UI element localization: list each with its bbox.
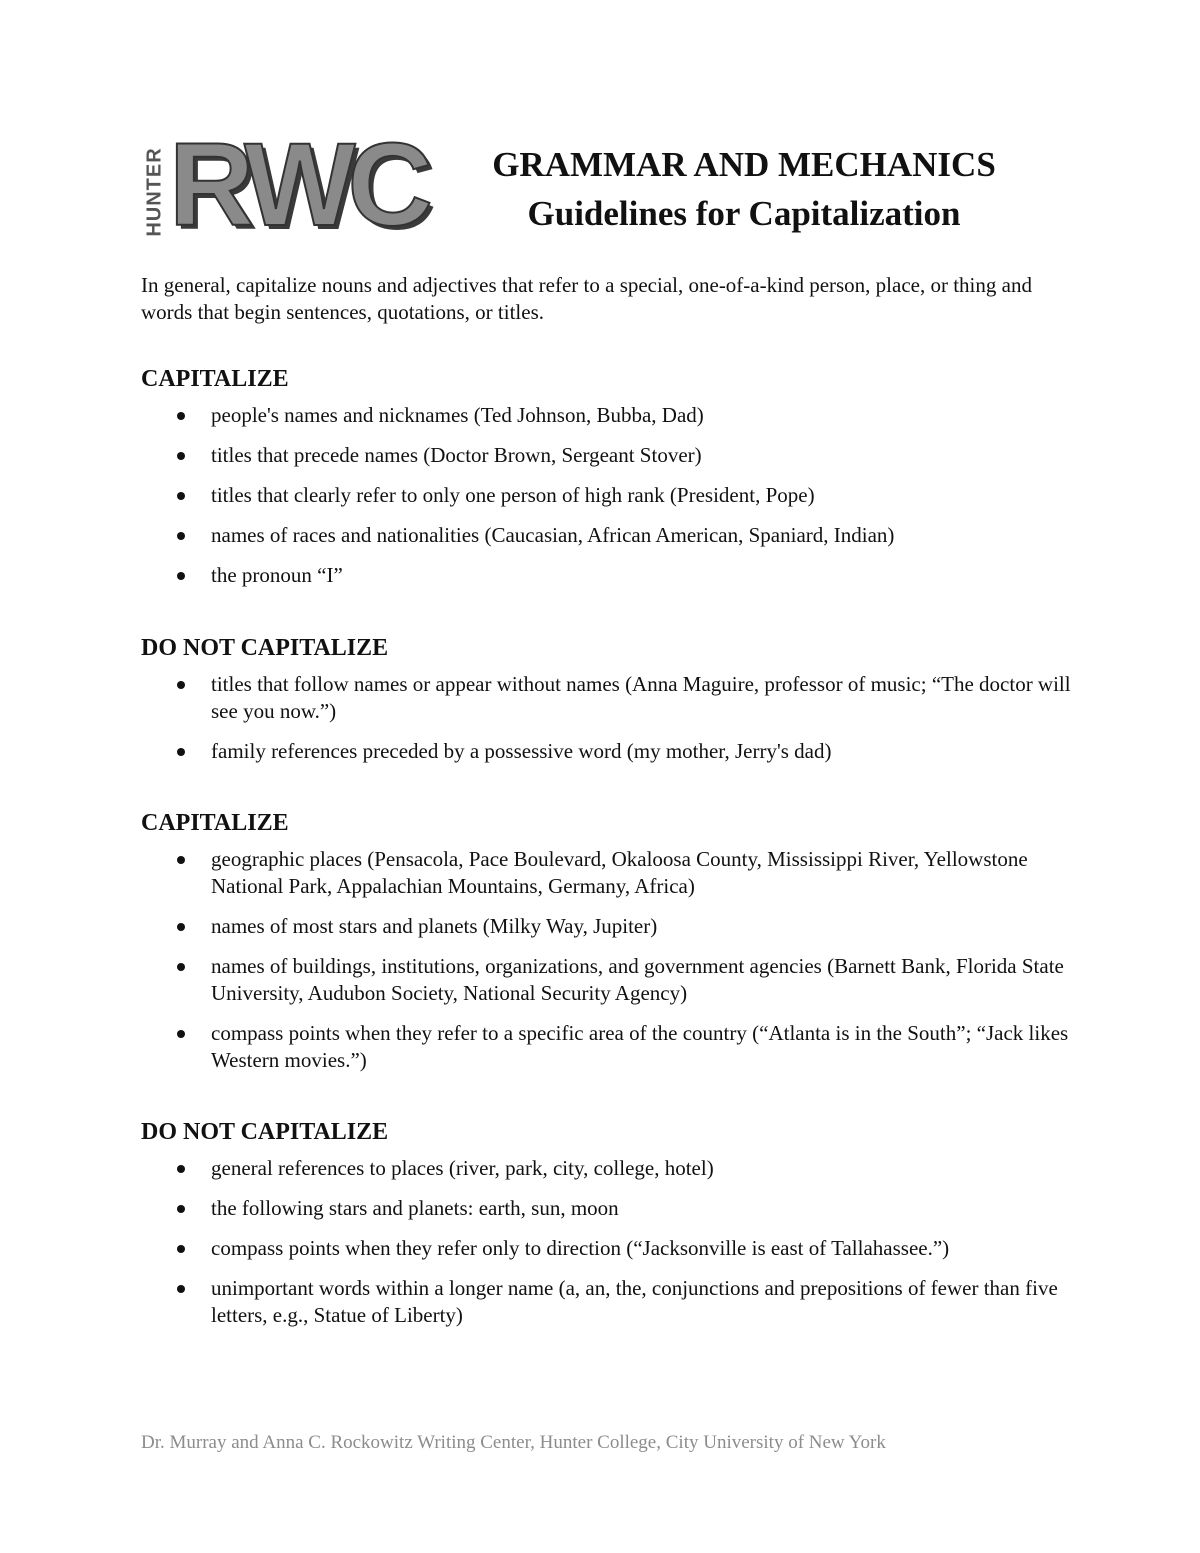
bullet-dot-icon <box>177 1165 185 1173</box>
list-item <box>141 1275 1071 1329</box>
intro-paragraph: In general, capitalize nouns and adjectives that refer to a special, one-of-a-kind person, place, or thing and words that begin sentences, quotations, or titles. <box>141 273 1032 324</box>
bullet-list <box>141 402 1071 589</box>
section-heading: DO NOT CAPITALIZE <box>141 635 389 661</box>
bullet-dot-icon <box>177 1030 185 1038</box>
bullet-list <box>141 1155 1071 1329</box>
bullet-dot-icon <box>177 1285 185 1293</box>
page-title: GRAMMAR AND MECHANICS <box>492 145 996 184</box>
logo-side-text: HUNTER <box>143 147 166 237</box>
bullet-dot-icon <box>177 748 185 756</box>
list-item-text: family references preceded by a possessive word (my mother, Jerry's dad) <box>211 739 832 763</box>
bullet-dot-icon <box>177 412 185 420</box>
bullet-dot-icon <box>177 963 185 971</box>
bullet-dot-icon <box>177 681 185 689</box>
list-item <box>141 846 1071 900</box>
page-footer: Dr. Murray and Anna C. Rockowitz Writing Center, Hunter College, City University of New York <box>141 1432 886 1453</box>
bullet-dot-icon <box>177 1245 185 1253</box>
list-item-text: names of races and nationalities (Caucasian, African American, Spaniard, Indian) <box>211 523 895 547</box>
list-item <box>141 913 1071 940</box>
list-item-text: names of most stars and planets (Milky Way, Jupiter) <box>211 914 658 938</box>
bullet-dot-icon <box>177 856 185 864</box>
bullet-dot-icon <box>177 532 185 540</box>
list-item <box>141 402 1071 429</box>
bullet-list <box>141 846 1071 1074</box>
list-item <box>141 522 1071 549</box>
list-item-text: the pronoun “I” <box>211 563 343 587</box>
title-block <box>458 142 1030 240</box>
section-heading: CAPITALIZE <box>141 810 289 836</box>
list-item-text: compass points when they refer only to direction (“Jacksonville is east of Tallahassee.”) <box>211 1236 950 1260</box>
section-do-not-capitalize-people <box>141 633 1071 778</box>
list-item-text: titles that clearly refer to only one person of high rank (President, Pope) <box>211 483 815 507</box>
section-heading: DO NOT CAPITALIZE <box>141 1119 389 1145</box>
bullet-dot-icon <box>177 1205 185 1213</box>
list-item-text: geographic places (Pensacola, Pace Boulevard, Okaloosa County, Mississippi River, Yellowstone National Park, Appalachian Mountains, Germany, Africa) <box>211 847 1028 898</box>
list-item <box>141 671 1071 725</box>
list-item <box>141 953 1071 1007</box>
section-heading: CAPITALIZE <box>141 366 289 392</box>
list-item <box>141 1235 1071 1262</box>
bullet-dot-icon <box>177 923 185 931</box>
hunter-rwc-logo <box>143 119 438 251</box>
section-capitalize-people <box>141 364 1071 602</box>
bullet-dot-icon <box>177 492 185 500</box>
list-item <box>141 1195 1071 1222</box>
list-item-text: titles that follow names or appear without names (Anna Maguire, professor of music; “The doctor will see you now.”) <box>211 672 1071 723</box>
list-item <box>141 738 1071 765</box>
list-item <box>141 482 1071 509</box>
list-item-text: people's names and nicknames (Ted Johnson, Bubba, Dad) <box>211 403 704 427</box>
list-item-text: the following stars and planets: earth, sun, moon <box>211 1196 619 1220</box>
list-item <box>141 1155 1071 1182</box>
list-item-text: titles that precede names (Doctor Brown, Sergeant Stover) <box>211 443 702 467</box>
bullet-dot-icon <box>177 452 185 460</box>
bullet-list <box>141 671 1071 765</box>
list-item-text: general references to places (river, park, city, college, hotel) <box>211 1156 714 1180</box>
section-capitalize-places <box>141 808 1071 1087</box>
logo-side-band <box>143 140 167 245</box>
bullet-dot-icon <box>177 572 185 580</box>
list-item-text: unimportant words within a longer name (a, an, the, conjunctions and prepositions of fewer than five letters, e.g., Statue of Liberty) <box>211 1276 1058 1327</box>
logo-main-text: RWC <box>169 119 425 251</box>
page-subtitle: Guidelines for Capitalization <box>527 194 961 233</box>
list-item <box>141 562 1071 589</box>
list-item <box>141 1020 1071 1074</box>
section-do-not-capitalize-places <box>141 1117 1071 1342</box>
list-item-text: compass points when they refer to a specific area of the country (“Atlanta is in the South”; “Jack likes Western movies.”) <box>211 1021 1069 1072</box>
list-item <box>141 442 1071 469</box>
list-item-text: names of buildings, institutions, organizations, and government agencies (Barnett Bank, Florida State University, Audubon Society, National Security Agency) <box>211 954 1064 1005</box>
